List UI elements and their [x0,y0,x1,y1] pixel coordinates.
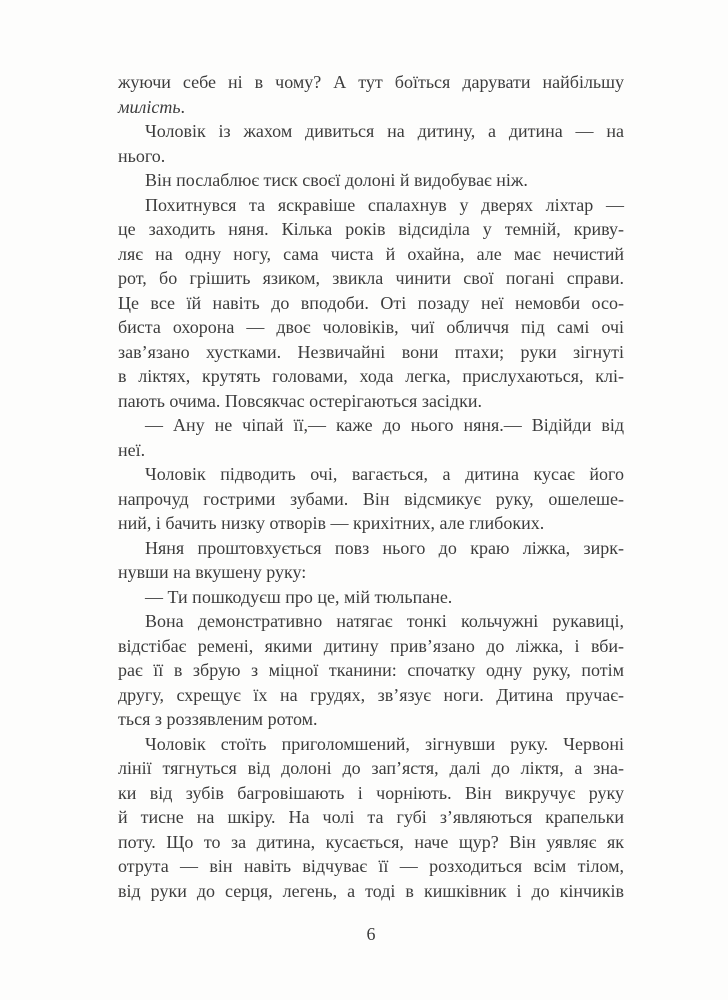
text-line: зав’язано хустками. Незвичайні вони птахи; руки зігнуті [118,341,624,362]
text-line: нього. [118,145,166,166]
text-line [118,95,624,120]
italic-word: милість [118,96,181,117]
text-line: Чоловік із жахом дивиться на дитину, а дитина — на [145,121,624,141]
text-line: Похитнувся та яскравіше спалахнув у дверях ліхтар — [145,194,624,215]
text-line: другу, схрещує їх на грудях, зв’язує ноги. Дитина пручає- [118,684,624,705]
text-line: Чоловік підводить очі, вагається, а дитина кусає його [145,464,624,484]
text-line: — Ану не чіпай її,— каже до нього няня.— Відійди від [145,415,624,435]
text-line: напрочуд гострими зубами. Він відсмикує руку, ошелеше- [118,488,624,509]
text-line: нувши на вкушену руку: [118,562,307,582]
text-line: відстібає ремені, якими дитину прив’язано до ліжка, і вби- [118,635,624,656]
text-line: рот, бо грішить язиком, звикла чинити свої погані справи. [118,268,624,288]
text-line: Він послаблює тиск своєї долоні й видобуває ніж. [145,170,528,190]
text-line: від руки до серця, легень, а тоді в кишківник і до кінчиків [118,880,624,901]
text-line: рає її в збрую з міцної тканини: спочатку одну руку, потім [118,660,624,680]
text-line: неї. [118,439,146,460]
text-line: Няня проштовхується повз нього до краю ліжка, зирк- [145,537,624,558]
text-line: биста охорона — двоє чоловіків, чиї обличчя під самі очі [118,317,624,337]
text-line: це заходить няня. Кілька років відсиділа у темній, криву- [118,219,624,239]
text-line: — Ти пошкодуєш про це, мій тюльпане. [145,586,453,607]
page-number: 6 [366,924,376,944]
text-line: ки від зубів багровішають і чорніють. Він викручує руку [118,782,624,803]
text-line: поту. Що то за дитина, кусається, наче щур? Він уявляє як [118,831,624,852]
text-line: ться з роззявленим ротом. [118,709,318,729]
text-line: пають очима. Повсякчас остерігаються засідки. [118,390,482,411]
text-line: Це все їй навіть до вподоби. Оті позаду неї немовби осо- [118,292,624,313]
text-line: отрута — він навіть відчуває її — розходиться всім тілом, [118,856,624,876]
text-line: Вона демонстративно натягає тонкі кольчужні рукавиці, [145,611,624,631]
text-line: ляє на одну ногу, сама чиста й охайна, але має нечистий [118,243,624,264]
text-line: ний, і бачить низку отворів — крихітних, але глибоких. [118,513,545,533]
page-text [118,70,624,903]
text-line: Чоловік стоїть приголомшений, зігнувши руку. Червоні [145,733,624,754]
text-line: в ліктях, крутять головами, хода легка, прислухаються, клі- [118,366,624,386]
text-segment: . [180,96,186,117]
text-line: й тисне на шкіру. На чолі та губі з’являються крапельки [118,807,624,827]
text-line: лінії тягнуться від долоні до зап’ястя, далі до ліктя, а зна- [118,758,624,778]
text-line: жуючи себе ні в чому? А тут боїться дарувати найбільшу [118,72,624,92]
